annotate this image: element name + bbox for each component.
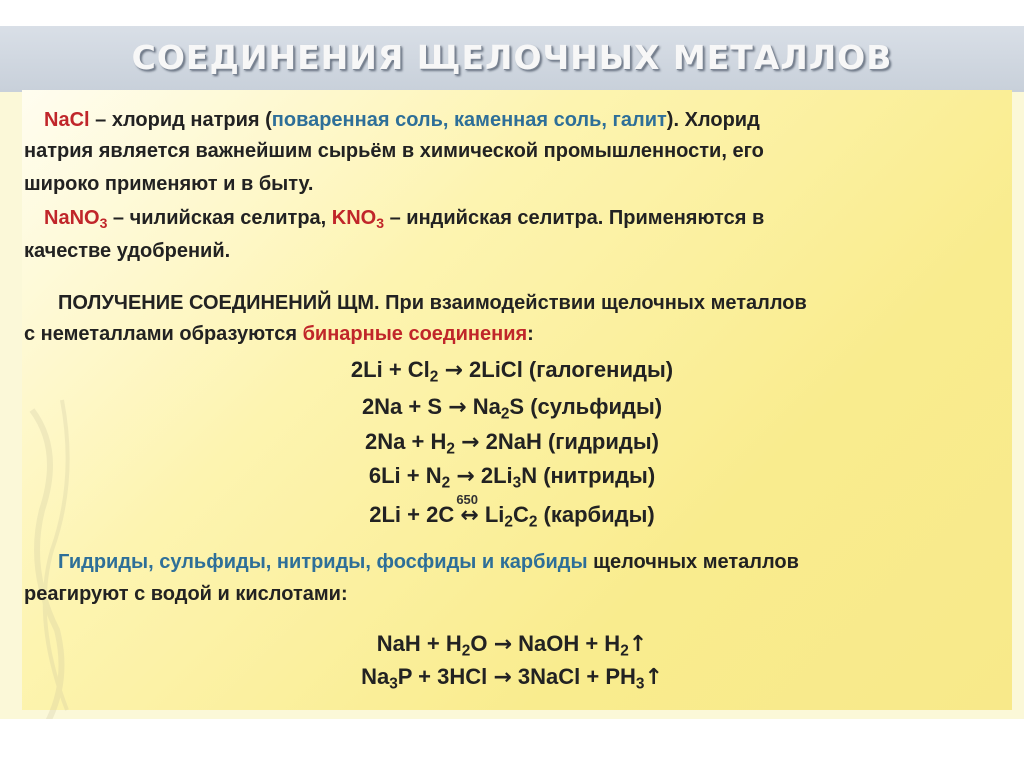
arrow-icon: →	[448, 395, 467, 420]
formula-nano3: NaNO$_3$	[44, 207, 108, 232]
equation-halides: $2Li + Cl_2$ → 2LiCl (галогениды)	[350, 357, 674, 386]
reaction-na3p-hcl: $Na_3P + 3HCl$ → 3NaCl + $PH_3↑$	[361, 664, 663, 693]
arrow-icon: →	[493, 632, 512, 657]
gas-release-arrow-icon: ↑	[644, 665, 663, 690]
binary-compounds-highlight: бинарные соединения	[302, 323, 528, 345]
slide	[0, 26, 1024, 719]
paragraph-reactivity-line1: Гидриды, сульфиды, нитриды, фосфиды и карбиды щелочных металлов	[58, 551, 799, 573]
temperature-label: 650	[456, 492, 479, 507]
equilibrium-arrow-icon: ↔	[460, 503, 479, 528]
paragraph-nacl-line3: широко применяют и в быту.	[24, 173, 314, 195]
arrow-icon: →	[456, 464, 475, 489]
equation-nitrides: $6Li + N_2 \to 2Li_3N$ (нитриды)	[368, 463, 656, 492]
paragraph-nacl-line2: натрия является важнейшим сырьём в химической промышленности, его	[24, 140, 764, 162]
paragraph-nitrates-line2: качестве удобрений.	[24, 240, 231, 262]
arrow-icon: →	[444, 358, 463, 383]
gas-release-arrow-icon: ↑	[628, 632, 648, 657]
paragraph-obtaining-line2: с неметаллами образуются бинарные соединения:	[24, 323, 534, 345]
equation-sulfides: $2Na + S \to Na_2S$ (сульфиды)	[361, 394, 663, 423]
formula-nacl: NaCl	[44, 109, 90, 131]
formula-kno3: $KNO_3$	[331, 207, 385, 232]
equation-carbides: 2Li + 2C 650 ↔ $Li_2C_2$ (карбиды)	[0, 502, 1024, 529]
paragraph-nitrates-line1: NaNO$_3$ – чилийская селитра, $KNO_3$ – индийская селитра. Применяются в	[44, 207, 765, 232]
slide-title: СОЕДИНЕНИЯ ЩЕЛОЧНЫХ МЕТАЛЛОВ	[131, 38, 893, 77]
paragraph-nacl-line1: NaCl – хлорид натрия (поваренная соль, каменная соль, галит). Хлорид	[44, 109, 760, 131]
nacl-common-names: поваренная соль, каменная соль, галит	[271, 109, 667, 131]
reaction-nah-water: NaH + $H_2O$ → NaOH + $H_2↑$	[376, 631, 648, 660]
arrow-icon: →	[461, 430, 480, 455]
paragraph-reactivity-line2: реагируют с водой и кислотами:	[24, 583, 348, 605]
equation-hydrides: $2Na + H_2 \to 2NaH$ (гидриды)	[365, 429, 659, 458]
paragraph-obtaining-line1: ПОЛУЧЕНИЕ СОЕДИНЕНИЙ ЩМ. При взаимодействии щелочных металлов	[58, 292, 807, 314]
title-bar	[0, 26, 1024, 92]
arrow-icon: →	[493, 665, 512, 690]
compound-types-highlight: Гидриды, сульфиды, нитриды, фосфиды и карбиды	[58, 551, 588, 573]
bottom-margin	[0, 719, 1024, 767]
